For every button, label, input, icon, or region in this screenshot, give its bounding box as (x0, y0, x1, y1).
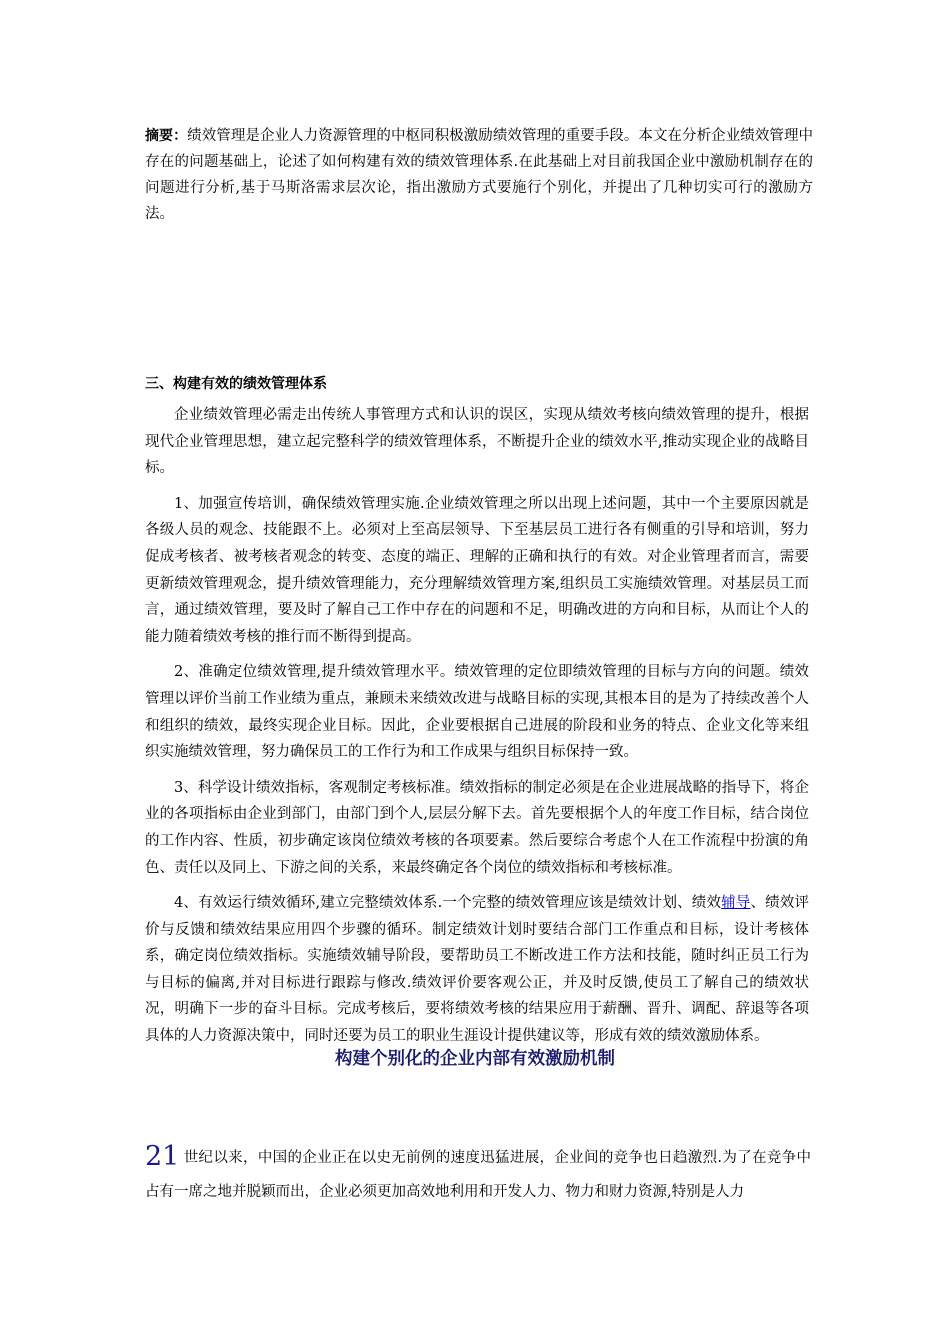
article-heading: 构建个别化的企业内部有效激励机制 (335, 1049, 615, 1069)
intro-number: 21 (145, 1141, 180, 1172)
article-intro (145, 1141, 811, 1209)
abstract-label: 摘要： (145, 128, 188, 144)
paragraph-3: 3、科学设计绩效指标，客观制定考核标准。绩效指标的制定必须是在企业进展战略的指导下，将企业的各项指标由企业到部门，由部门到个人,层层分解下去。首先要根据个人的年度工作目标，结合岗位的工作内容、性质，初步确定该岗位绩效考核的各项要素。然后要综合考虑个人在工作流程中扮演的角色、责任以及同上、下游之间的关系，来最终确定各个岗位的绩效指标和考核标准。 (145, 779, 809, 876)
paragraph-4-start: 4、有效运行绩效循环,建立完整绩效体系.一个完整的绩效管理应该是绩效计划、绩效 (174, 895, 722, 912)
guidance-link[interactable]: 辅导 (721, 895, 751, 912)
abstract-text: 绩效管理是企业人力资源管理的中枢同积极激励绩效管理的重要手段。本文在分析企业绩效管理中存在的问题基础上，论述了如何构建有效的绩效管理体系.在此基础上对目前我国企业中激励机制存在的问题进行分析,基于马斯洛需求层次论，指出激励方式要施行个别化，并提出了几种切实可行的激励方法。 (145, 128, 814, 222)
section-title: 三、构建有效的绩效管理体系 (145, 376, 327, 392)
paragraph-4-rest: 、绩效评价与反馈和绩效结果应用四个步骤的循环。制定绩效计划时要结合部门工作重点和目标，设计考核体系，确定岗位绩效指标。实施绩效辅导阶段，要帮助员工不断改进工作方法和技能，随时纠正员工行为与目标的偏离,并对目标进行跟踪与修改.绩效评价要客观公正，并及时反馈,使员工了解自己的绩效状况，明确下一步的奋斗目标。完成考核后，要将绩效考核的结果应用于薪酬、晋升、调配、辞退等各项具体的人力资源决策中，同时还要为员工的职业生涯设计提供建议等，形成有效的绩效激励体系。 (145, 895, 809, 1045)
paragraph-4 (145, 890, 809, 1050)
intro-text: 世纪以来，中国的企业正在以史无前例的速度迅猛进展，企业间的竞争也日趋激烈.为了在竞争中占有一席之地并脱颖而出，企业必须更加高效地利用和开发人力、物力和财力资源,特别是人力 (145, 1150, 811, 1200)
paragraph-2: 2、准确定位绩效管理,提升绩效管理水平。绩效管理的定位即绩效管理的目标与方向的问题。绩效管理以评价当前工作业绩为重点，兼顾未来绩效改进与战略目标的实现,其根本目的是为了持续改善个人和组织的绩效，最终实现企业目标。因此，企业要根据自己进展的阶段和业务的特点、企业文化等来组织实施绩效管理，努力确保员工的工作行为和工作成果与组织目标保持一致。 (145, 664, 809, 761)
paragraph-1: 1、加强宣传培训，确保绩效管理实施.企业绩效管理之所以出现上述问题，其中一个主要原因就是各级人员的观念、技能跟不上。必须对上至高层领导、下至基层员工进行各有侧重的引导和培训，努力促成考核者、被考核者观念的转变、态度的端正、理解的正确和执行的有效。对企业管理者而言，需要更新绩效管理观念，提升绩效管理能力，充分理解绩效管理方案,组织员工实施绩效管理。对基层员工而言，通过绩效管理，要及时了解自己工作中存在的问题和不足，明确改进的方向和目标，从而让个人的能力随着绩效考核的推行而不断得到提高。 (145, 495, 809, 645)
paragraph-intro: 企业绩效管理必需走出传统人事管理方式和认识的误区，实现从绩效考核向绩效管理的提升，根据现代企业管理思想，建立起完整科学的绩效管理体系，不断提升企业的绩效水平,推动实现企业的战略目标。 (145, 407, 809, 477)
abstract (145, 123, 813, 227)
section-body (145, 402, 809, 1059)
